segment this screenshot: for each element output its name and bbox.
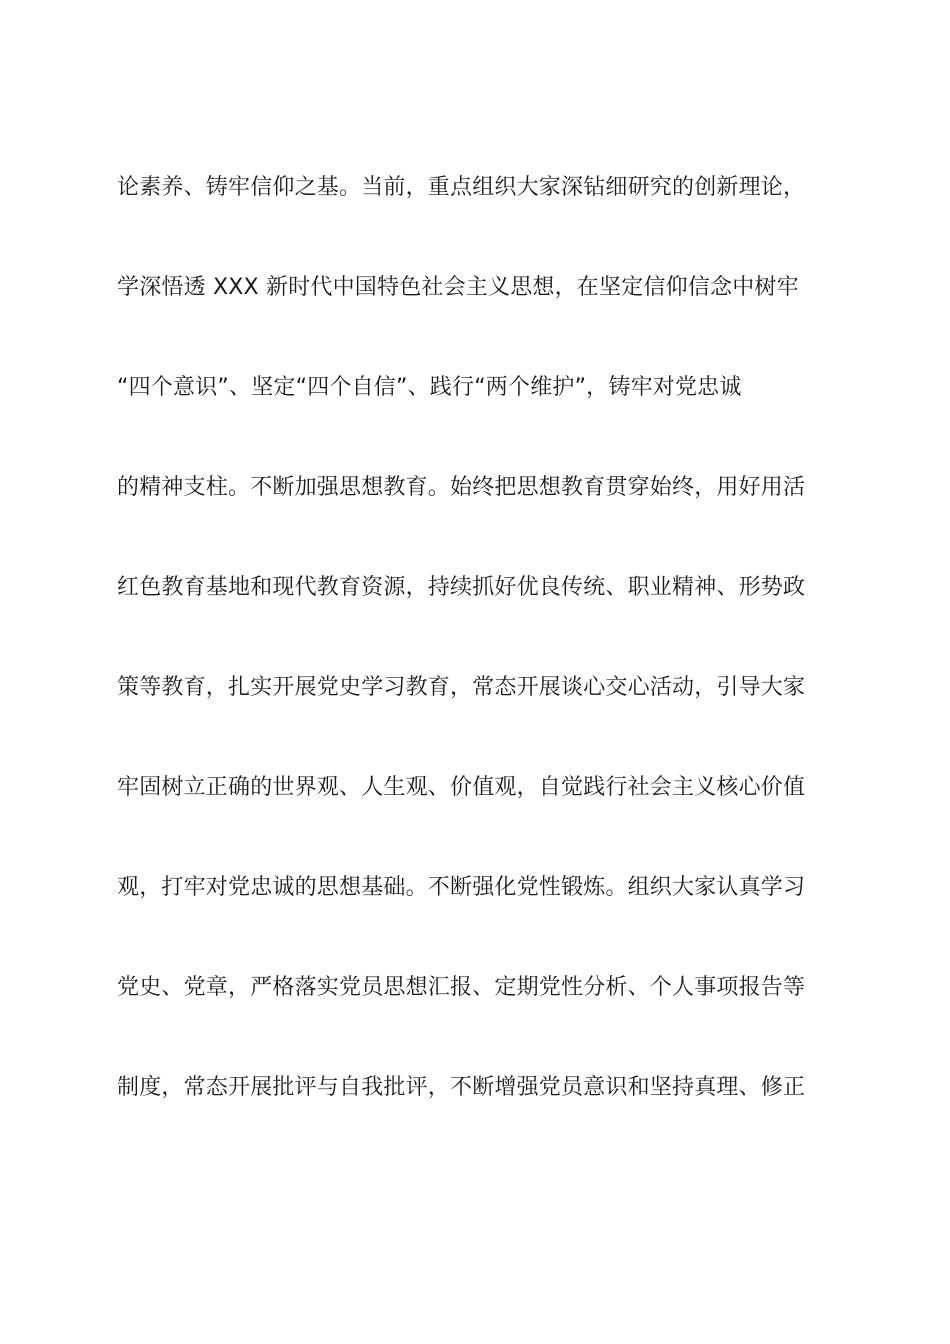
text-line: 策等教育，扎实开展党史学习教育，常态开展谈心交心活动，引导大家 bbox=[117, 675, 806, 700]
text-line: 红色教育基地和现代教育资源，持续抓好优良传统、职业精神、形势政 bbox=[117, 575, 806, 600]
text-line: 党史、党章，严格落实党员思想汇报、定期党性分析、个人事项报告等 bbox=[117, 975, 806, 1000]
text-line: 论素养、铸牢信仰之基。当前，重点组织大家深钻细研究的创新理论， bbox=[117, 175, 806, 200]
text-line: 制度，常态开展批评与自我批评，不断增强党员意识和坚持真理、修正 bbox=[117, 1075, 806, 1100]
text-line: 牢固树立正确的世界观、人生观、价值观，自觉践行社会主义核心价值 bbox=[117, 775, 806, 800]
body-text bbox=[117, 166, 817, 1166]
text-line: 学深悟透 XXX 新时代中国特色社会主义思想，在坚定信仰信念中树牢 bbox=[117, 275, 799, 300]
text-line: 观，打牢对党忠诚的思想基础。不断强化党性锻炼。组织大家认真学习 bbox=[117, 875, 806, 900]
text-line: 的精神支柱。不断加强思想教育。始终把思想教育贯穿始终，用好用活 bbox=[117, 475, 806, 500]
text-line: “四个意识”、坚定“四个自信”、践行“两个维护”，铸牢对党忠诚 bbox=[117, 375, 742, 400]
